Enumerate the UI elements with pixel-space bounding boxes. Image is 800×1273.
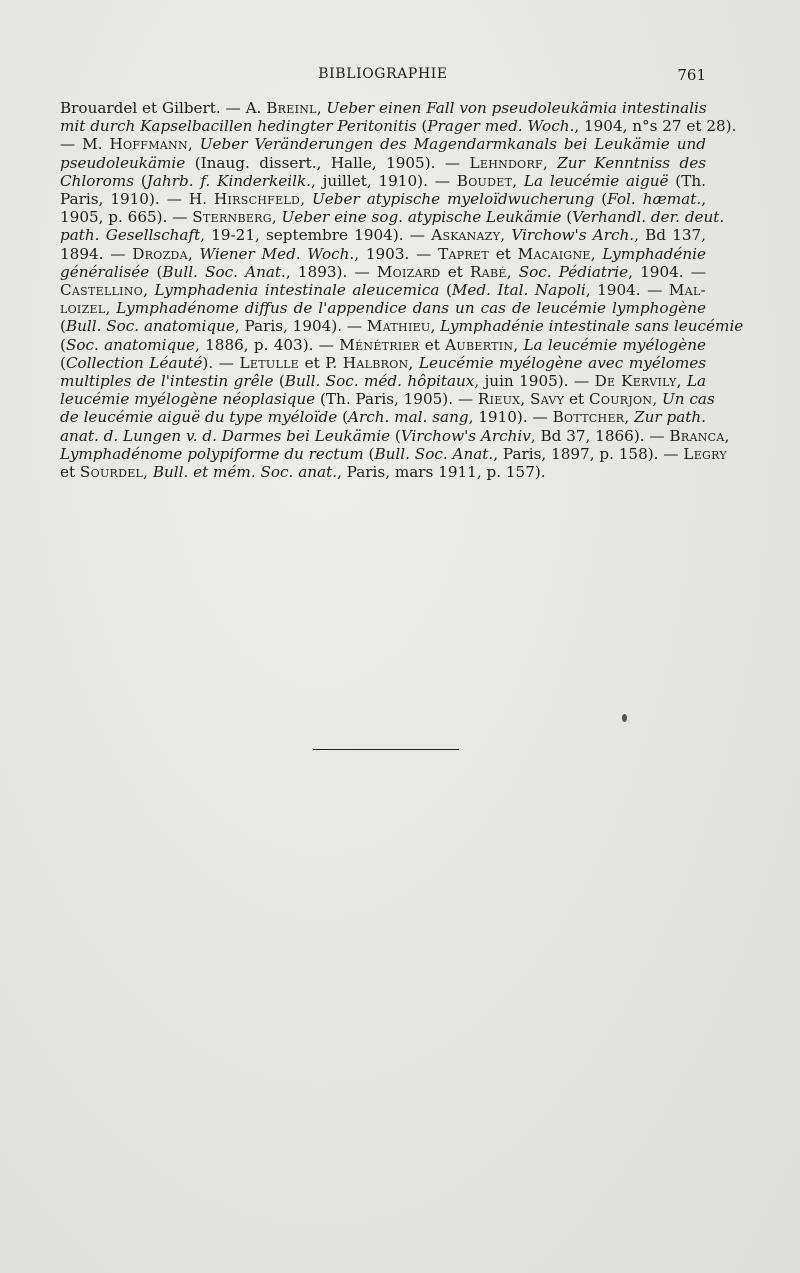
citation-text: , <box>512 171 524 190</box>
title-text: Prager med. Woch. <box>427 117 575 136</box>
title-text: Med. Ital. Napoli <box>451 281 586 300</box>
title-text: Fol. hæmat. <box>607 190 702 209</box>
citation-text: ( <box>363 444 375 463</box>
citation-text: , <box>676 372 687 391</box>
bibliography-line <box>60 408 706 426</box>
author-name: Sourdel <box>79 463 144 482</box>
title-text: Un cas <box>661 390 715 409</box>
author-name: Mathieu <box>366 317 431 336</box>
bibliography-line <box>60 463 706 481</box>
citation-text: , <box>513 335 524 354</box>
citation-text: , <box>316 99 327 117</box>
citation-text: , 19-21, septembre 1904). — <box>200 226 432 245</box>
title-text: Zur Kenntniss des <box>557 153 707 172</box>
title-text: anat. d. Lungen v. d. Darmes bei Leukämie <box>60 426 391 445</box>
citation-text: (Inaug. dissert., Halle, 1905). — <box>185 153 470 172</box>
citation-text: , <box>520 390 530 409</box>
author-name: De Kervily <box>594 372 677 391</box>
title-text: Virchow's Archiv <box>400 426 531 445</box>
citation-text: , <box>506 262 519 281</box>
author-name: Halbron <box>342 353 409 372</box>
citation-text: , Paris, 1897, p. 158). — <box>493 444 684 463</box>
citation-text: — M. <box>60 135 110 154</box>
citation-text: (Th. <box>668 171 706 190</box>
author-name: Rabé <box>469 262 507 281</box>
title-text: leucémie myélogène néoplasique <box>60 390 316 409</box>
citation-text: et <box>489 244 518 263</box>
title-text: La <box>686 372 706 391</box>
title-text: Chloroms <box>60 171 135 190</box>
citation-text: ( <box>60 317 66 336</box>
title-text: Bull. Soc. anatomique <box>65 317 235 336</box>
citation-text: ( <box>134 171 147 190</box>
title-text: Soc. Pédiatrie <box>518 262 629 281</box>
author-name: Bottcher <box>552 408 625 427</box>
title-text: Bull. Soc. méd. hôpitaux <box>284 372 475 391</box>
title-text: Virchow's Arch. <box>511 226 635 245</box>
bibliography-line <box>60 135 706 153</box>
citation-text: , Bd 137, <box>634 226 707 245</box>
citation-text: ( <box>439 281 452 300</box>
print-speck <box>622 714 627 722</box>
title-text: multiples de l'intestin grêle <box>60 372 274 391</box>
title-text: Lymphadénie intestinale sans leucémie <box>440 317 744 336</box>
citation-text: ( <box>337 408 349 427</box>
title-text: Jahrb. f. Kinderkeilk. <box>146 171 311 190</box>
citation-text: , <box>271 208 282 227</box>
citation-text: et <box>440 262 470 281</box>
author-name: Macaigne <box>517 244 591 263</box>
title-text: path. Gesellschaft <box>60 226 201 245</box>
citation-text: ( <box>416 117 428 136</box>
citation-text: , <box>430 317 441 336</box>
citation-text: , <box>724 426 730 445</box>
bibliography-line <box>60 172 706 190</box>
title-text: Ueber atypische myeloïdwucherung <box>312 190 595 209</box>
title-text: Zur path. <box>634 408 706 427</box>
citation-text: et <box>60 463 80 482</box>
citation-text: , 1904. — <box>585 281 669 300</box>
citation-text: , 1910). — <box>468 408 553 427</box>
citation-text: et <box>564 390 589 409</box>
bibliography-line <box>60 336 706 354</box>
bibliography-line <box>60 354 706 372</box>
citation-text: ( <box>60 353 66 372</box>
citation-text: ( <box>594 190 608 209</box>
running-title: BIBLIOGRAPHIE <box>318 66 448 82</box>
bibliography-line <box>60 317 744 336</box>
citation-text: Brouardel et Gilbert. — A. <box>60 99 267 117</box>
title-text: La leucémie aiguë <box>523 171 669 190</box>
citation-text: , Paris, mars 1911, p. 157). <box>337 463 546 482</box>
citation-text: , <box>652 390 662 409</box>
citation-text: , <box>300 190 312 209</box>
citation-text: Paris, 1910). — H. <box>60 190 214 209</box>
section-end-rule <box>313 749 459 750</box>
author-name: Drozda <box>132 244 188 263</box>
author-name: Lehndorf <box>469 153 543 172</box>
title-text: Leucémie myélogène avec myélomes <box>418 353 707 372</box>
author-name: Legry <box>683 444 727 463</box>
title-text: Wiener Med. Woch. <box>199 244 355 263</box>
author-name: Branca <box>669 426 725 445</box>
citation-text: ( <box>273 372 285 391</box>
bibliography-line <box>60 117 737 136</box>
citation-text: , <box>105 299 117 318</box>
citation-text: ( <box>390 426 401 445</box>
citation-text: , 1886, p. 403). — <box>195 335 340 354</box>
bibliography-line <box>60 372 706 390</box>
title-text: La leucémie myélogène <box>523 335 706 354</box>
citation-text: , 1893). — <box>285 262 377 281</box>
bibliography-line <box>60 99 706 117</box>
citation-text: , Bd 37, 1866). — <box>530 426 670 445</box>
author-name: loizel <box>60 299 106 318</box>
citation-text: , <box>543 153 558 172</box>
title-text: pseudoleukämie <box>60 153 186 172</box>
citation-text: , 1903. — <box>354 244 439 263</box>
title-text: mit durch Kapselbacillen hedingter Peritonitis <box>60 117 417 136</box>
bibliography-line <box>60 208 725 227</box>
citation-text: , <box>187 244 200 263</box>
title-text: Lymphadénie <box>602 244 707 263</box>
citation-text: , <box>187 135 200 154</box>
author-name: Boudet <box>456 171 513 190</box>
citation-text: 1894. — <box>60 244 133 263</box>
bibliography-line <box>60 426 730 445</box>
author-name: Sternberg <box>192 208 272 227</box>
citation-text: , <box>408 353 419 372</box>
bibliography-line <box>60 281 706 299</box>
author-name: Askanazy <box>431 226 501 245</box>
author-name: Tapret <box>438 244 489 263</box>
author-name: Rieux <box>477 390 521 409</box>
citation-text: , <box>624 408 635 427</box>
author-name: Mal- <box>668 281 706 300</box>
title-text: Collection Léauté <box>65 353 203 372</box>
citation-text: , juin 1905). — <box>474 372 595 391</box>
author-name: Breinl <box>266 99 317 117</box>
title-text: Soc. anatomique <box>65 335 195 354</box>
bibliography-paragraph <box>60 99 744 482</box>
citation-text: ( <box>149 262 163 281</box>
title-text: Ueber Veränderungen des Magendarmkanals bei Leukämie und <box>199 135 706 154</box>
author-name: Courjon <box>588 390 653 409</box>
author-name: Aubertin <box>445 335 514 354</box>
author-name: Moizard <box>376 262 441 281</box>
title-text: généralisée <box>60 262 150 281</box>
citation-text: (Th. Paris, 1905). — <box>315 390 478 409</box>
citation-text: ). — <box>202 353 240 372</box>
author-name: Castellino <box>60 281 144 300</box>
citation-text: , <box>500 226 512 245</box>
author-name: Ménétrier <box>339 335 420 354</box>
bibliography-line <box>60 263 706 281</box>
bibliography-line <box>60 245 706 263</box>
author-name: Hoffmann <box>109 135 188 154</box>
citation-text: , 1904, n°s 27 et 28). <box>574 117 737 136</box>
title-text: Lymphadénome polypiforme du rectum <box>60 444 364 463</box>
citation-text: , <box>590 244 603 263</box>
title-text: Lymphadenia intestinale aleucemica <box>154 281 440 300</box>
author-name: Hirschfeld <box>213 190 301 209</box>
title-text: Bull. Soc. Anat. <box>162 262 286 281</box>
running-head <box>60 66 706 88</box>
title-text: Verhandl. der. deut. <box>572 208 725 227</box>
citation-text: 1905, p. 665). — <box>60 208 193 227</box>
citation-text: , <box>701 190 707 209</box>
citation-text: et P. <box>299 353 343 372</box>
title-text: Ueber eine sog. atypische Leukämie <box>281 208 562 227</box>
citation-text: ( <box>561 208 573 227</box>
title-text: de leucémie aiguë du type myéloïde <box>60 408 338 427</box>
page-number: 761 <box>677 66 706 84</box>
title-text: Bull. et mém. Soc. anat. <box>152 463 338 482</box>
bibliography-line <box>60 154 706 172</box>
citation-text: , juillet, 1910). — <box>311 171 457 190</box>
bibliography-line <box>60 390 715 409</box>
author-name: Savy <box>529 390 565 409</box>
bibliography-line <box>60 190 706 208</box>
citation-text: , <box>143 281 155 300</box>
bibliography-line <box>60 444 727 463</box>
bibliography-line <box>60 226 706 244</box>
author-name: Letulle <box>239 353 300 372</box>
citation-text: , 1904. — <box>628 262 706 281</box>
citation-text: ( <box>60 335 66 354</box>
citation-text: et <box>419 335 446 354</box>
citation-text: , <box>143 463 153 482</box>
title-text: Ueber einen Fall von pseudoleukämia intestinalis <box>326 99 707 117</box>
bibliography-line <box>60 299 706 317</box>
title-text: Bull. Soc. Anat. <box>374 444 494 463</box>
title-text: Lymphadénome diffus de l'appendice dans un cas de leucémie lymphogène <box>116 299 706 318</box>
title-text: Arch. mal. sang <box>348 408 469 427</box>
citation-text: , Paris, 1904). — <box>234 317 367 336</box>
